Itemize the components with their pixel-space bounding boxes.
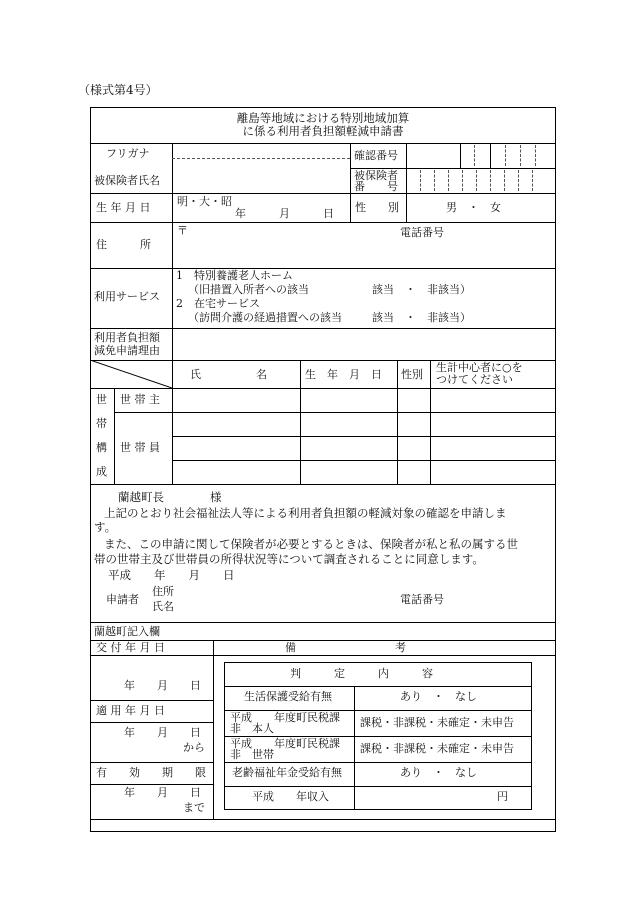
household-group-char: 成 (96, 465, 107, 478)
reason-label-2: 減免申請理由 (94, 344, 160, 357)
judgement-row-label: 非 本人 (230, 722, 274, 735)
service-item-1-sub: （旧措置入所者への該当 (188, 283, 309, 296)
household-group-char: 帯 (96, 417, 107, 430)
household-col-head-1: 生計中心者に○を (436, 361, 523, 374)
judgement-row-value[interactable]: あり ・ なし (400, 690, 477, 703)
service-item-2-applicable[interactable]: 該当 ・ 非該当） (372, 311, 471, 324)
furigana-field[interactable] (176, 145, 346, 157)
judgement-row-label: 平成 年度町民税課 (230, 737, 340, 750)
applicant-info-field[interactable] (182, 584, 392, 616)
reason-field[interactable] (176, 331, 552, 358)
household-member-label: 世 帯 員 (120, 441, 160, 454)
household-group-char: 構 (96, 441, 107, 454)
confirm-number-field[interactable] (408, 145, 556, 167)
furigana-label: フリガナ (106, 147, 150, 160)
insured-name-field[interactable] (176, 162, 346, 190)
service-item-1: 1 特別養護老人ホーム (176, 269, 293, 282)
applicant-phone-label: 電話番号 (400, 593, 444, 606)
judgement-row-value[interactable]: 課税・非課税・未確定・未申告 (360, 742, 514, 755)
declaration-para2-line1: また、この申請に関して保険者が必要とするときは、保険者が私と私の属する世 (104, 537, 518, 551)
valid-period-label: 有 効 期 限 (96, 766, 206, 779)
form-number: （様式第4号） (78, 83, 158, 97)
form-title-line2: に係る利用者負担額軽減申請書 (242, 124, 404, 138)
birth-date-field[interactable]: 年 月 日 (235, 207, 334, 220)
postal-mark: 〒 (177, 224, 188, 237)
judgement-header: 判 定 内 容 (290, 667, 433, 680)
valid-date-field[interactable]: 年 月 日 (124, 786, 201, 799)
household-col-name: 氏 名 (190, 368, 267, 381)
household-group-char: 世 (96, 393, 107, 406)
insured-name-label: 被保険者氏名 (94, 174, 160, 187)
judgement-row-label: 平成 年度町民税課 (230, 711, 340, 724)
household-head-row[interactable] (174, 390, 554, 410)
confirm-number-label: 確認番号 (354, 149, 398, 162)
apply-date-field[interactable]: 年 月 日 (124, 726, 201, 739)
household-col-birth: 生 年 月 日 (305, 368, 382, 381)
judgement-row-label: 生活保護受給有無 (244, 690, 332, 703)
diagonal-slash (90, 360, 172, 388)
service-item-1-applicable[interactable]: 該当 ・ 非該当） (372, 283, 471, 296)
addressee: 蘭越町長 様 (118, 490, 222, 504)
declaration-para1-line2: す。 (94, 520, 117, 534)
judgement-row-value[interactable]: 課税・非課税・未確定・未申告 (360, 716, 514, 729)
address-label: 住 所 (96, 238, 151, 251)
judgement-row-label: 老齢福祉年金受給有無 (232, 766, 342, 779)
issue-date-field[interactable]: 年 月 日 (124, 679, 201, 692)
issue-date-label: 交 付 年 月 日 (96, 641, 165, 654)
household-member-row[interactable] (174, 438, 554, 458)
until-suffix: まで (183, 801, 205, 814)
judgement-row-label: 平成 年収入 (252, 790, 329, 803)
insured-number-label-2: 番 号 (354, 180, 398, 193)
gender-label: 性 別 (355, 201, 399, 214)
applicant-name-label: 氏名 (152, 600, 174, 613)
household-col-gender: 性別 (401, 368, 423, 381)
judgement-row-value[interactable]: 円 (497, 790, 508, 803)
declaration-para1-line1: 上記のとおり社会福祉法人等による利用者負担額の軽減対象の確認を申請しま (104, 506, 507, 520)
from-suffix: から (183, 741, 205, 754)
household-member-row[interactable] (174, 462, 554, 482)
office-section-title: 蘭越町記入欄 (94, 625, 160, 638)
judgement-row-label: 非 世帯 (230, 748, 274, 761)
gender-options[interactable]: 男 ・ 女 (446, 201, 501, 214)
declaration-date[interactable]: 平成 年 月 日 (108, 568, 235, 582)
remarks-label: 備 考 (285, 641, 406, 654)
phone-label: 電話番号 (400, 226, 444, 239)
birth-date-label: 生 年 月 日 (96, 201, 151, 214)
address-field[interactable] (190, 240, 550, 264)
service-item-2: 2 在宅サービス (176, 297, 260, 310)
insured-number-field[interactable] (408, 170, 556, 192)
reason-label-1: 利用者負担額 (94, 331, 160, 344)
household-head-label: 世 帯 主 (120, 393, 160, 406)
apply-date-label: 適 用 年 月 日 (96, 704, 165, 717)
household-member-row[interactable] (174, 414, 554, 434)
form-title-line1: 離島等地域における特別地域加算 (236, 111, 410, 125)
applicant-label: 申請者 (106, 593, 139, 606)
household-col-head-2: つけてください (436, 373, 513, 386)
judgement-row-value[interactable]: あり ・ なし (400, 766, 477, 779)
applicant-address-label: 住所 (152, 585, 174, 598)
declaration-para2-line2: 帯の世帯主及び世帯員の所得状況等について調査されることに同意します。 (94, 552, 484, 566)
insured-number-label-1: 被保険者 (354, 169, 398, 182)
service-item-2-sub: （訪問介護の経過措置への該当 (188, 311, 342, 324)
era-options[interactable]: 明・大・昭 (177, 195, 232, 208)
services-label: 利用サービス (94, 290, 160, 303)
